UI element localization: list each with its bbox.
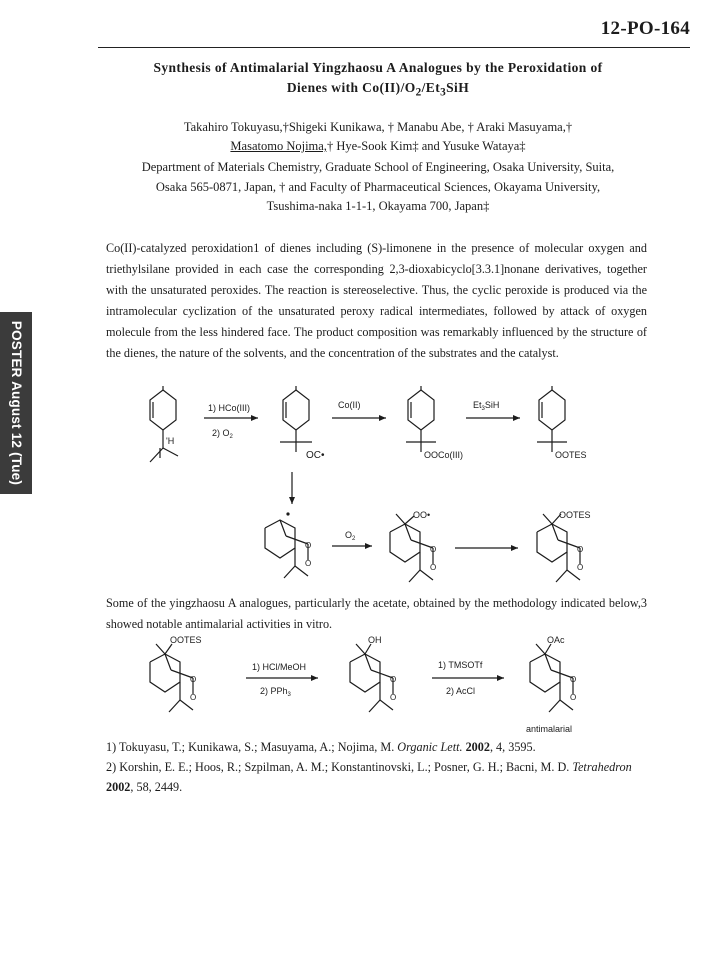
oocoiii-label: OOCo(III) (424, 450, 464, 460)
svg-text:O: O (190, 693, 197, 702)
oh-label: OH (368, 635, 382, 645)
authors-line-2: Masatomo Nojima,† Hye-Sook Kim‡ and Yusuke Wataya‡ (230, 139, 526, 153)
step5-reagent-a: 1) HCl/MeOH (252, 662, 307, 672)
affiliation-line-2: Osaka 565-0871, Japan, † and Faculty of Pharmaceutical Sciences, Okayama University, (155, 179, 601, 194)
svg-text:O: O (570, 693, 577, 702)
step6-reagent-b: 2) AcCl (446, 686, 476, 696)
header-rule (98, 47, 690, 48)
affiliation-line-3: Tsushima-naka 1-1-1, Okayama 700, Japan‡ (266, 199, 490, 213)
svg-text:O: O (390, 675, 397, 684)
activity-paragraph: Some of the yingzhaosu A analogues, particularly the acetate, obtained by the methodology indicated below,3 showed notable antimalarial activities in vitro. (106, 596, 647, 631)
svg-text:O: O (430, 545, 437, 554)
presenting-author: Masatomo Nojima, (230, 139, 327, 153)
side-tab-label: POSTER August 12 (Tue) (9, 320, 24, 486)
title-line-1: Synthesis of Antimalarial Yingzhaosu A Analogues by the Peroxidation of (153, 60, 603, 75)
step6-reagent-a: 1) TMSOTf (438, 660, 483, 670)
carbon-radical-structure (280, 386, 325, 461)
ootes-label-3: OOTES (170, 635, 202, 645)
oo-radical-label: OO• (413, 510, 431, 520)
acetate-structure (530, 635, 576, 712)
svg-text:O: O (390, 693, 397, 702)
paper-title (110, 58, 646, 103)
title-line-2: Dienes with $Co(II)/O_2/Et_3SiH$ (286, 80, 470, 99)
svg-text:O: O (190, 675, 197, 684)
oc-radical-label: OC• (306, 450, 325, 461)
references (106, 737, 654, 797)
abstract-paragraph: Co(II)-catalyzed peroxidation1 of dienes including (S)-limonene in the presence of molecular oxygen and triethylsilane provided in each case the corresponding 2,3-dioxabicyclo[3.3.1]nonane derivatives, together with the unsaturated peroxides. The reaction is stereoselective. Thus, the cyclic peroxide is produced via the intramolecular cyclization of the unsaturated peroxy radical intermediates, followed by attack of oxygen molecule from the less hindered face. The product composition was remarkably influenced by the structure of the dienes, the nature of the solvents, and the concentration of the substrates and the catalyst. (106, 241, 647, 360)
page-code: 12-PO-164 (600, 18, 690, 39)
alcohol-structure (350, 635, 396, 712)
step1-reagent-b: 2) $O_2$ (212, 428, 233, 440)
svg-text:O: O (570, 675, 577, 684)
limonene-structure (150, 386, 178, 462)
oac-label: OAc (547, 635, 565, 645)
reaction-scheme-1 (100, 386, 660, 596)
ootes-label: OOTES (555, 450, 587, 460)
step4-reagent: $O_2$ (345, 530, 356, 542)
authors (110, 118, 646, 156)
bicyclic-radical-structure (265, 512, 311, 578)
cobalt-peroxide-structure (406, 386, 463, 460)
authors-line-1: Takahiro Tokuyasu,†Shigeki Kunikawa, † Manabu Abe, † Araki Masuyama,† (183, 120, 573, 134)
start-silyl-peroxide-structure (150, 635, 202, 712)
bicyclic-peroxy-radical-structure (390, 510, 436, 582)
bicyclic-silyl-peroxide-structure (537, 510, 591, 582)
svg-text:O: O (305, 541, 312, 550)
step3-reagent: $Et_3SiH$ (473, 400, 500, 412)
antimalarial-caption: antimalarial (526, 724, 573, 734)
step5-reagent-b: 2) PPh$_3$ (260, 686, 291, 698)
affiliation-line-1: Department of Materials Chemistry, Graduate School of Engineering, Osaka University, Suita, (141, 160, 615, 174)
step2-reagent: Co(II) (338, 400, 361, 410)
reaction-scheme-2 (100, 632, 660, 738)
affiliations (104, 158, 652, 217)
reference-1: 1) Tokuyasu, T.; Kunikawa, S.; Masuyama, A.; Nojima, M. Organic Lett. 2002, 4, 3595. (106, 740, 536, 754)
svg-text:O: O (577, 563, 584, 572)
h-label: 'H (166, 436, 175, 446)
svg-text:O: O (305, 559, 312, 568)
svg-text:O: O (577, 545, 584, 554)
silyl-peroxide-structure (537, 386, 587, 460)
ootes-label-2: OOTES (559, 510, 591, 520)
reference-2: 2) Korshin, E. E.; Hoos, R.; Szpilman, A. M.; Konstantinovski, L.; Posner, G. H.; Bacni, M. D. Tetrahedron 2002, 58, 2449. (106, 760, 632, 794)
svg-text:O: O (430, 563, 437, 572)
step1-reagent-a: 1) HCo(III) (208, 403, 251, 413)
